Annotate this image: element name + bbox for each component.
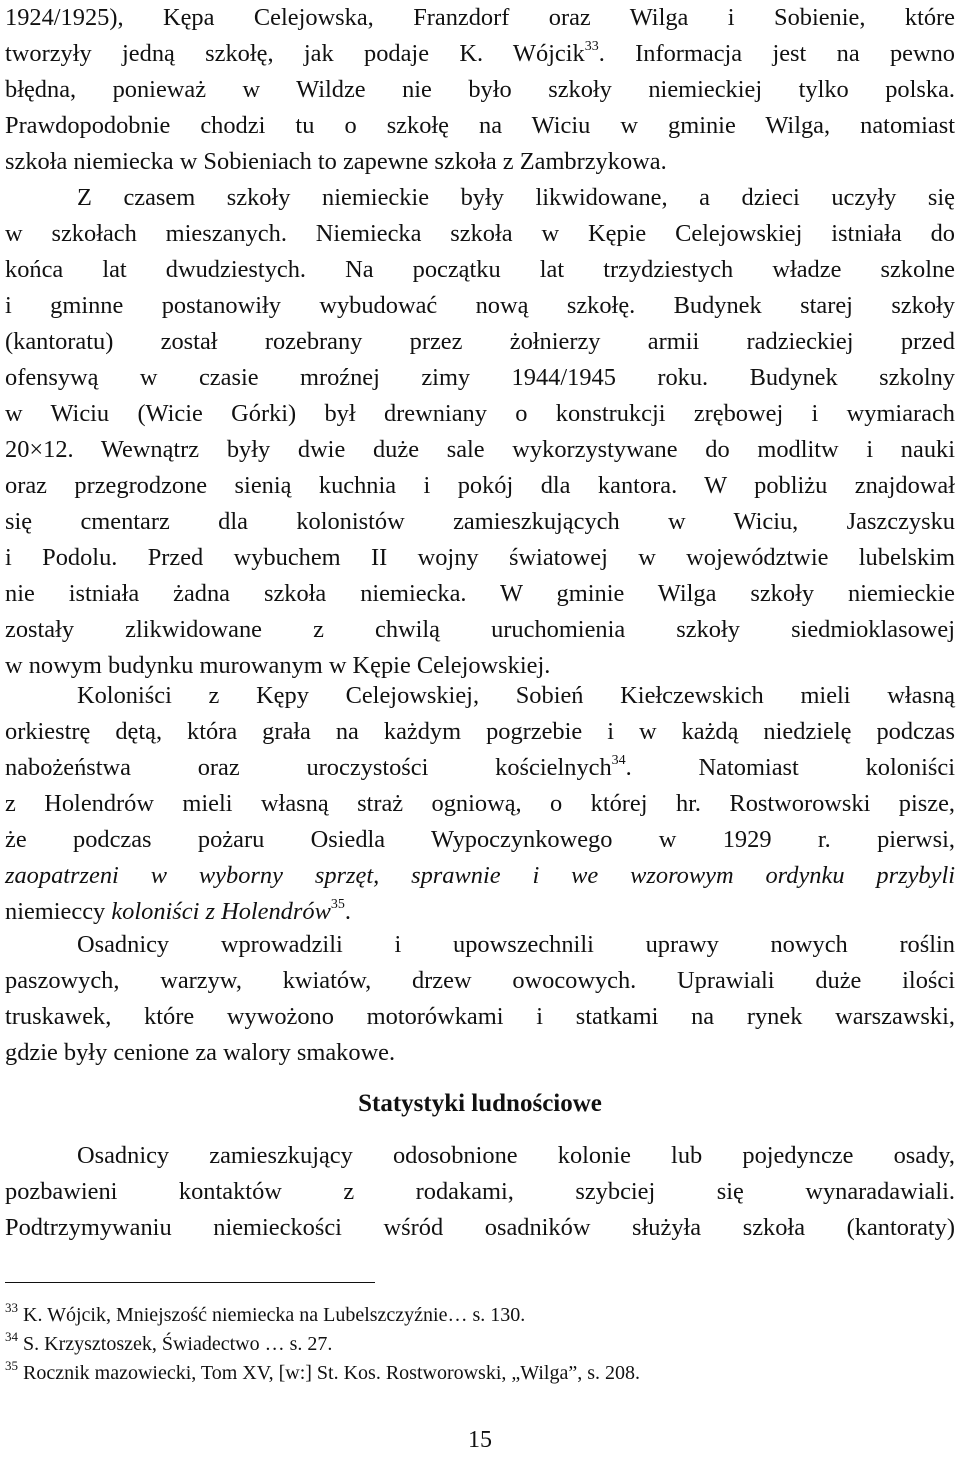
text-line: Osadnicy wprowadzili i upowszechnili uprawy nowych roślin xyxy=(77,931,955,958)
text-line: pozbawieni kontaktów z rodakami, szybciej się wynaradawiali. xyxy=(5,1178,955,1205)
footnote-ref-34: 34 xyxy=(611,753,626,768)
text-run: tworzyły jedną szkołę, jak podaje K. Wójcik xyxy=(5,40,585,67)
text-line: oraz przegrodzone sienią kuchnia i pokój dla kantora. W pobliżu znajdował xyxy=(5,472,955,499)
text-line: i gminne postanowiły wybudować nową szkołę. Budynek starej szkoły xyxy=(5,292,955,319)
footnote-ref-33: 33 xyxy=(584,39,599,54)
page-number: 15 xyxy=(468,1427,492,1453)
text-line: w nowym budynku murowanym w Kępie Celejowskiej. xyxy=(5,652,551,679)
text-line: paszowych, warzyw, kwiatów, drzew owocowych. Uprawiali duże ilości xyxy=(5,967,955,994)
text-line: końca lat dwudziestych. Na początku lat trzydziestych władze szkolne xyxy=(5,256,955,283)
text-line: orkiestrę dętą, która grała na każdym pogrzebie i w każdą niedzielę podczas xyxy=(5,718,955,745)
text-line: Koloniści z Kępy Celejowskiej, Sobień Kiełczewskich mieli własną xyxy=(77,682,955,709)
text-run: . Natomiast koloniści xyxy=(625,754,955,781)
text-line: Podtrzymywaniu niemieckości wśród osadników służyła szkoła (kantoraty) xyxy=(5,1214,955,1241)
footnote-33 xyxy=(5,1302,955,1328)
quote-line: zaopatrzeni w wyborny sprzęt, sprawnie i we wzorowym ordynku przybyli xyxy=(5,862,955,889)
text-line: się cmentarz dla kolonistów zamieszkujących w Wiciu, Jaszczysku xyxy=(5,508,955,535)
text-line: Prawdopodobnie chodzi tu o szkołę na Wiciu w gminie Wilga, natomiast xyxy=(5,112,955,139)
footnote-number: 35 xyxy=(5,1358,18,1373)
footnote-separator xyxy=(5,1282,375,1283)
text-run: . Informacja jest na pewno xyxy=(598,40,955,67)
text-line: nie istniała żadna szkoła niemiecka. W gminie Wilga szkoły niemieckie xyxy=(5,580,955,607)
text-line: zostały zlikwidowane z chwilą uruchomienia szkoły siedmioklasowej xyxy=(5,616,955,643)
text-line: Osadnicy zamieszkujący odosobnione kolonie lub pojedyncze osady, xyxy=(77,1142,955,1169)
text-line: 1924/1925), Kępa Celejowska, Franzdorf oraz Wilga i Sobienie, które xyxy=(5,4,955,31)
footnote-number: 34 xyxy=(5,1329,18,1344)
text-line xyxy=(5,750,955,786)
quote-run: koloniści z Holendrów xyxy=(111,898,331,925)
section-heading: Statystyki ludnościowe xyxy=(358,1090,602,1117)
text-line xyxy=(5,894,955,930)
text-run: nabożeństwa oraz uroczystości kościelnych xyxy=(5,754,612,781)
footnote-ref-35: 35 xyxy=(330,897,345,912)
text-run: niemieccy xyxy=(5,898,112,925)
text-line: (kantoratu) został rozebrany przez żołnierzy armii radzieckiej przed xyxy=(5,328,955,355)
text-line: szkoła niemiecka w Sobieniach to zapewne szkoła z Zambrzykowa. xyxy=(5,148,667,175)
text-line xyxy=(5,36,955,72)
footnote-35 xyxy=(5,1360,955,1386)
text-line: błędna, ponieważ w Wildze nie było szkoły niemieckiej tylko polska. xyxy=(5,76,955,103)
footnote-text: K. Wójcik, Mniejszość niemiecka na Lubelszczyźnie… s. 130. xyxy=(23,1304,526,1326)
text-line: i Podolu. Przed wybuchem II wojny światowej w województwie lubelskim xyxy=(5,544,955,571)
text-line: 20×12. Wewnątrz były dwie duże sale wykorzystywane do modlitw i nauki xyxy=(5,436,955,463)
footnote-number: 33 xyxy=(5,1300,18,1315)
text-line: Z czasem szkoły niemieckie były likwidowane, a dzieci uczyły się xyxy=(77,184,955,211)
footnote-34 xyxy=(5,1331,955,1357)
text-line: w Wiciu (Wicie Górki) był drewniany o konstrukcji zrębowej i wymiarach xyxy=(5,400,955,427)
text-line: gdzie były cenione za walory smakowe. xyxy=(5,1039,396,1066)
text-line: z Holendrów mieli własną straż ogniową, o której hr. Rostworowski pisze, xyxy=(5,790,955,817)
text-line: w szkołach mieszanych. Niemiecka szkoła w Kępie Celejowskiej istniała do xyxy=(5,220,955,247)
text-line: ofensywą w czasie mroźnej zimy 1944/1945 roku. Budynek szkolny xyxy=(5,364,955,391)
text-run: . xyxy=(344,898,351,925)
text-line: truskawek, które wywożono motorówkami i statkami na rynek warszawski, xyxy=(5,1003,955,1030)
footnote-text: Rocznik mazowiecki, Tom XV, [w:] St. Kos. Rostworowski, „Wilga”, s. 208. xyxy=(23,1362,640,1384)
footnote-text: S. Krzysztoszek, Świadectwo … s. 27. xyxy=(23,1333,333,1355)
text-line: że podczas pożaru Osiedla Wypoczynkowego w 1929 r. pierwsi, xyxy=(5,826,955,853)
